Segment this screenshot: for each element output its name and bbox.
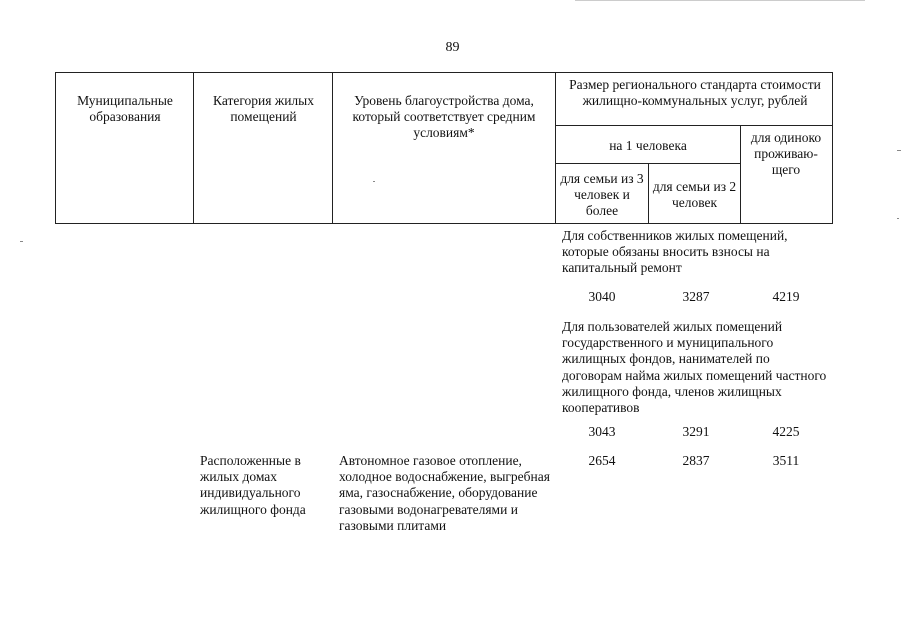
header-family3: для семьи из 3 человек и более [560, 171, 644, 218]
scan-edge [575, 0, 865, 1]
col-divider-2 [332, 72, 333, 224]
private-value-family2: 2837 [682, 453, 710, 468]
table-bottom-border [55, 223, 833, 224]
col-divider-1 [193, 72, 194, 224]
owners-value-family3: 3040 [588, 289, 616, 304]
header-level: Уровень благоустройства дома, который соответствует средним условиям* [352, 93, 536, 140]
owners-value-single: 4219 [772, 289, 800, 304]
users-value-family3: 3043 [588, 424, 616, 439]
table-top-border [55, 72, 833, 73]
header-municipal: Муниципальные образования [77, 93, 173, 124]
scan-speck [20, 241, 23, 242]
private-category: Расположенные в жилых домах индивидуального жилищного фонда [200, 453, 306, 517]
scan-speck [897, 150, 901, 151]
private-level: Автономное газовое отопление, холодное водоснабжение, выгребная яма, газоснабжение, оборудование газовыми водонагревателями и газовыми плитами [339, 453, 550, 533]
owners-value-family2: 3287 [682, 289, 710, 304]
scan-speck [373, 181, 375, 182]
col-divider-0 [55, 72, 56, 224]
scan-speck [897, 218, 899, 219]
header-size: Размер регионального стандарта стоимости жилищно-коммунальных услуг, рублей [569, 77, 821, 108]
owners-label: Для собственников жилых помещений, которые обязаны вносить взносы на капитальный ремонт [562, 228, 788, 276]
col-divider-3 [555, 72, 556, 224]
row-divider-size [555, 125, 833, 126]
private-value-family3: 2654 [588, 453, 616, 468]
header-category: Категория жилых помещений [213, 93, 314, 124]
header-per-person: на 1 человека [609, 138, 687, 153]
col-divider-4 [832, 72, 833, 224]
users-value-family2: 3291 [682, 424, 710, 439]
header-single: для одиноко проживаю-щего [750, 130, 822, 177]
col-divider-single [740, 125, 741, 224]
users-label: Для пользователей жилых помещений государственного и муниципального жилищных фондов, нанимателей по договорам найма жилых помещений частного жилищного фонда, членов жилищных кооперативов [562, 319, 827, 416]
header-family2: для семьи из 2 человек [652, 179, 737, 210]
users-value-single: 4225 [772, 424, 800, 439]
col-divider-family [648, 163, 649, 224]
private-value-single: 3511 [772, 453, 800, 468]
page-number: 89 [445, 40, 460, 55]
